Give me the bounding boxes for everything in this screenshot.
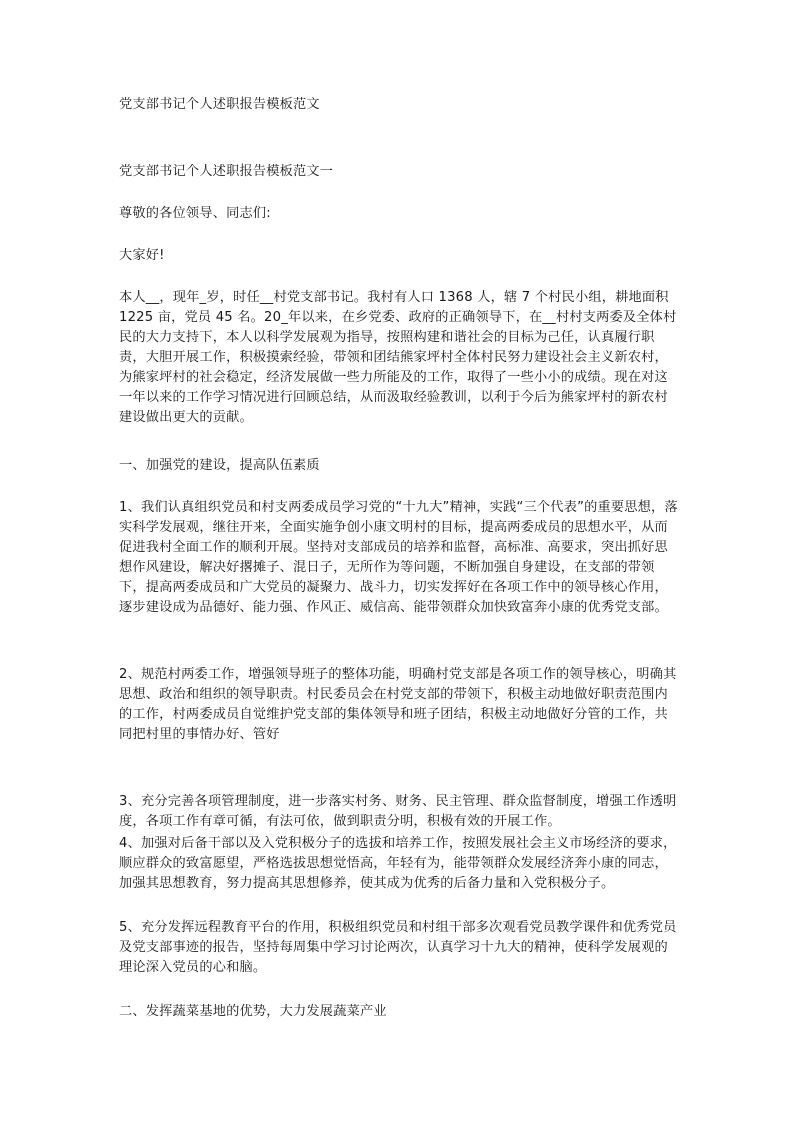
list-item-1: 1、我们认真组织党员和村支两委成员学习党的“十九大”精神，实践“三个代表”的重要思想，落实科学发展观，继往开来，全面实施争创小康文明村的目标，提高两委成员的思想水平，从而促进我村全面工作的顺利开展。坚持对支部成员的培养和监督，高标准、高要求，突出抓好思想作风建设，解决好撂摊子、混日子，无所作为等问题，不断加强自身建设，在支部的带领下，提高两委成员和广大党员的凝聚力、战斗力，切实发挥好在各项工作中的领导核心作用，逐步建设成为品德好、能力强、作风正、威信高、能带领群众加快致富奔小康的优秀党支部。 — [119, 500, 678, 615]
list-item-5: 5、充分发挥远程教育平台的作用，积极组织党员和村组干部多次观看党员教学课件和优秀党员及党支部事迹的报告，坚持每周集中学习讨论两次，认真学习十九大的精神，使科学发展观的理论深入党员的心和脑。 — [119, 920, 677, 975]
section-heading-1: 一、加强党的建设，提高队伍素质 — [119, 458, 320, 473]
document-title: 党支部书记个人述职报告模板范文 — [119, 97, 320, 112]
sub-heading: 党支部书记个人述职报告模板范文一 — [119, 164, 334, 179]
list-item-3: 3、充分完善各项管理制度，进一步落实村务、财务、民主管理、群众监督制度，增强工作透明度，各项工作有章可循，有法可依，做到职责分明，积极有效的开展工作。 — [119, 794, 677, 829]
section-heading-2: 二、发挥蔬菜基地的优势，大力发展蔬菜产业 — [119, 1004, 387, 1019]
intro-paragraph: 本人__，现年_岁，时任__村党支部书记。我村有人口 1368 人，辖 7 个村民小组，耕地面积 1225 亩，党员 45 名。20_年以来，在乡党委、政府的正确领导下，在__村村支两委及全体村民的大力支持下，本人以科学发展观为指导，按照构建和谐社会的目标为己任，认真履行职责，大胆开展工作，积极摸索经验，带领和团结熊家坪村全体村民努力建设社会主义新农村，为熊家坪村的社会稳定，经济发展做一些力所能及的工作，取得了一些小小的成绩。现在对这一年以来的工作学习情况进行回顾总结，从而汲取经验教训，以利于今后为熊家坪村的新农村建设做出更大的贡献。 — [119, 290, 677, 425]
list-item-2: 2、规范村两委工作，增强领导班子的整体功能，明确村党支部是各项工作的领导核心，明确其思想、政治和组织的领导职责。村民委员会在村党支部的带领下，积极主动地做好职责范围内的工作，村两委成员自觉维护党支部的集体领导和班子团结，积极主动地做好分管的工作，共同把村里的事情办好、管好 — [119, 667, 677, 742]
salutation: 尊敬的各位领导、同志们: — [119, 206, 271, 221]
list-item-4: 4、加强对后备干部以及入党积极分子的选拔和培养工作，按照发展社会主义市场经济的要求，顺应群众的致富愿望，严格选拔思想觉悟高，年轻有为，能带领群众发展经济奔小康的同志，加强其思想教育，努力提高其思想修养，使其成为优秀的后备力量和入党积极分子。 — [119, 836, 677, 891]
greeting: 大家好! — [119, 248, 165, 263]
